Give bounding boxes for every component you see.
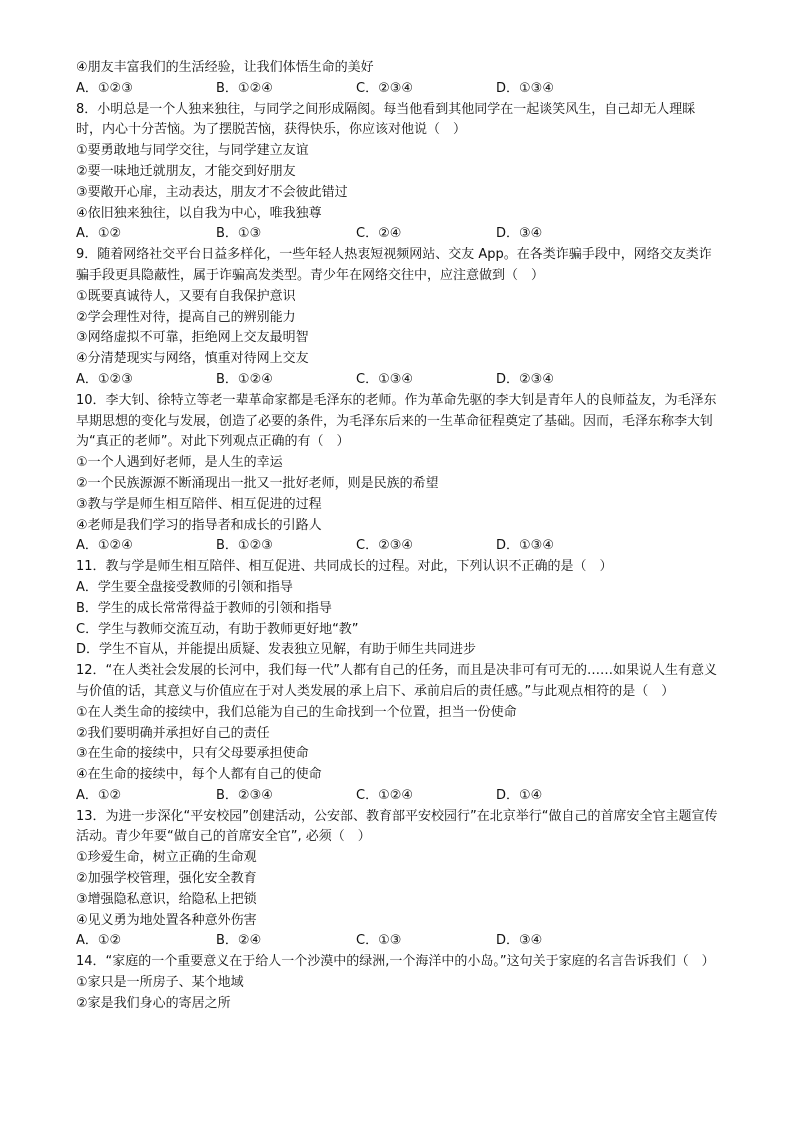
text-line: ②一个民族源源不断涌现出一批又一批好老师，则是民族的希望 [76, 475, 439, 491]
text-line: ③在生命的接续中，只有父母要承担使命 [76, 746, 309, 762]
text-line: ②要一味地迁就朋友，才能交到好朋友 [76, 163, 296, 179]
answer-option: D．②③④ [496, 371, 554, 387]
question-stem: 12．“在人类社会发展的长河中，我们每一代”人都有自己的任务，而且是决非可有可无的……如果说人生有意义与价值的话，其意义与价值应在于对人类发展的承上启下、承前启后的责任感。”与此观点相符的是（ ） [76, 663, 718, 699]
question-stem: 8．小明总是一个人独来独往，与同学之间形成隔阂。每当他看到其他同学在一起谈笑风生，自己却无人理睬时，内心十分苦恼。为了摆脱苦恼，获得快乐，你应该对他说（ ） [76, 101, 696, 138]
answer-options [76, 536, 721, 557]
text-line: ①要勇敢地与同学交往，与同学建立友谊 [76, 143, 309, 159]
answer-option: B．①②④ [216, 371, 273, 387]
text-line: B．学生的成长常常得益于教师的引领和指导 [76, 600, 332, 616]
answer-option: C．①③ [356, 933, 402, 949]
answer-option: D．①④ [496, 787, 543, 803]
text-line: ①在人类生命的接续中，我们总能为自己的生命找到一个位置，担当一份使命 [76, 704, 517, 720]
text-line: ④分清楚现实与网络，慎重对待网上交友 [76, 351, 309, 367]
text-line: ③要敞开心扉，主动表达，朋友才不会彼此错过 [76, 184, 348, 200]
text-line: ②学会理性对待，提高自己的辨别能力 [76, 309, 296, 325]
answer-options [76, 79, 721, 100]
text-line: ④老师是我们学习的指导者和成长的引路人 [76, 517, 322, 533]
answer-options [76, 931, 721, 952]
answer-option: B．②③④ [216, 787, 273, 803]
text-line: ④依旧独来独往，以自我为中心，唯我独尊 [76, 205, 322, 221]
answer-option: A．①②④ [76, 538, 133, 554]
text-line: ③教与学是师生相互陪伴、相互促进的过程 [76, 496, 322, 512]
answer-option: A．①②③ [76, 371, 133, 387]
answer-option: D．①③④ [496, 80, 554, 96]
answer-option: A．①② [76, 933, 122, 949]
answer-option: A．①② [76, 226, 122, 242]
text-line: ①家只是一所房子、某个地域 [76, 975, 244, 991]
question-stem: 9．随着网络社交平台日益多样化，一些年轻人热衷短视频网站、交友 App。在各类诈骗手段中，网络交友类诈骗手段更具隐蔽性，属于诈骗高发类型。青少年在网络交往中，应注意做到（ ） [76, 247, 712, 283]
answer-options [76, 224, 721, 245]
text-line: ②加强学校管理，强化安全教育 [76, 871, 257, 887]
text-line: ③增强隐私意识，给隐私上把锁 [76, 891, 257, 907]
answer-options [76, 370, 721, 391]
answer-option: C．②④ [356, 226, 402, 242]
answer-option: B．①③ [216, 226, 262, 242]
question-stem: 10．李大钊、徐特立等老一辈革命家都是毛泽东的老师。作为革命先驱的李大钊是青年人的良师益友，为毛泽东早期思想的变化与发展，创造了必要的条件，为毛泽东后来的一生革命征程奠定了基础。因而，毛泽东称李大钊为“真正的老师”。对此下列观点正确的有（ ） [76, 392, 717, 450]
answer-option: C．①③④ [356, 371, 414, 387]
answer-option: D．①③④ [496, 538, 554, 554]
text-line: C．学生与教师交流互动，有助于教师更好地“教” [76, 621, 359, 637]
text-line: ④在生命的接续中，每个人都有自己的使命 [76, 767, 322, 783]
answer-option: A．①② [76, 787, 122, 803]
answer-option: B．①②③ [216, 538, 273, 554]
text-line: ②我们要明确并承担好自己的责任 [76, 725, 270, 741]
text-line: ④见义勇为地处置各种意外伤害 [76, 912, 257, 928]
question-stem: 13．为进一步深化“平安校园”创建活动，公安部、教育部平安校园行”在北京举行“做自己的首席安全官主题宣传活动。青少年要“做自己的首席安全官”, 必须（ ） [76, 808, 718, 845]
answer-option: A．①②③ [76, 80, 133, 96]
exam-page [76, 58, 721, 1015]
text-line: ③网络虚拟不可靠，拒绝网上交友最明智 [76, 330, 309, 346]
text-line: A．学生要全盘接受教师的引领和指导 [76, 579, 293, 595]
answer-option: B．①②④ [216, 80, 273, 96]
text-line: ④朋友丰富我们的生活经验，让我们体悟生命的美好 [76, 60, 374, 75]
answer-option: C．②③④ [356, 538, 414, 554]
text-line: 11．教与学是师生相互陪伴、相互促进、共同成长的过程。对此，下列认识不正确的是（ ） [76, 559, 613, 575]
answer-option: D．③④ [496, 226, 543, 242]
text-line: D．学生不盲从，并能提出质疑、发表独立见解，有助于师生共同进步 [76, 642, 477, 658]
answer-option: B．②④ [216, 933, 262, 949]
answer-options [76, 786, 721, 807]
text-line: ①既要真诚待人，又要有自我保护意识 [76, 288, 296, 304]
text-line: ①一个人遇到好老师，是人生的幸运 [76, 455, 283, 471]
question-stem: 14．“家庭的一个重要意义在于给人一个沙漠中的绿洲,一个海洋中的小岛。”这句关于家庭的名言告诉我们（ ） [76, 954, 715, 970]
answer-option: C．②③④ [356, 80, 414, 96]
answer-option: C．①②④ [356, 787, 414, 803]
text-line: ①珍爱生命，树立正确的生命观 [76, 850, 257, 866]
text-line: ②家是我们身心的寄居之所 [76, 995, 231, 1011]
answer-option: D．③④ [496, 933, 543, 949]
